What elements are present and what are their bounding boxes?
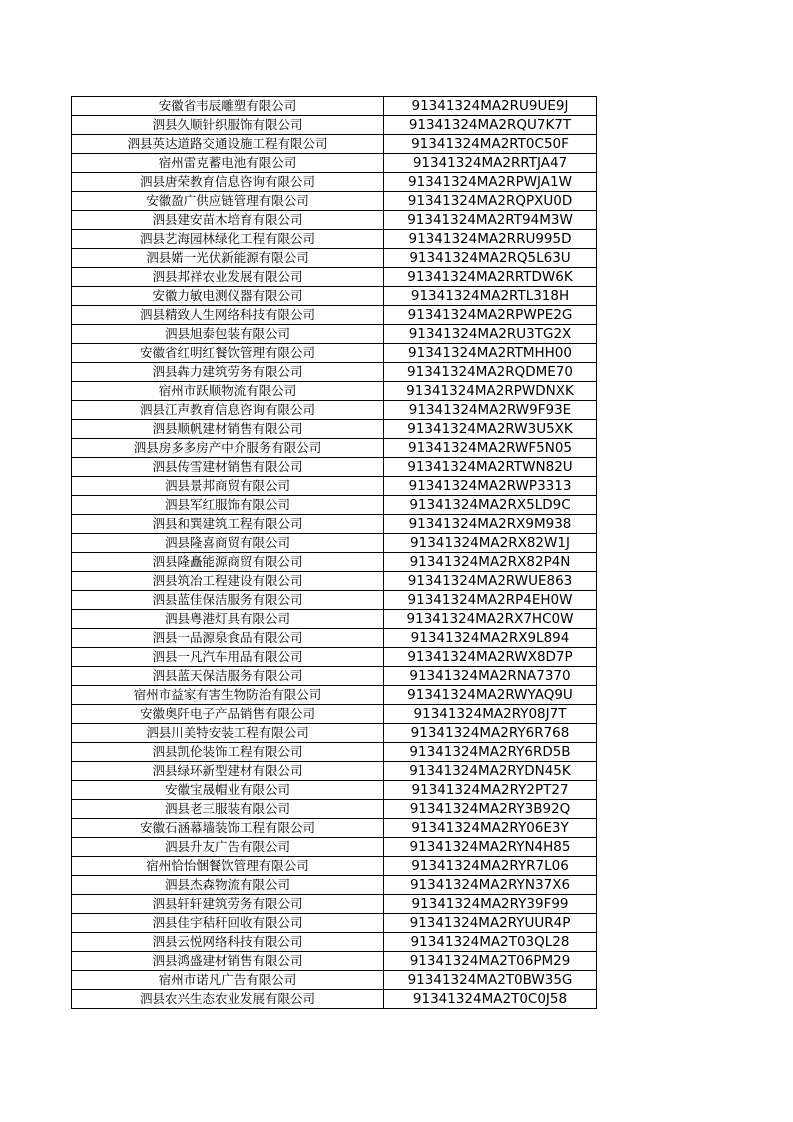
company-name-cell: 泗县隆矗能源商贸有限公司 xyxy=(72,553,384,572)
table-row xyxy=(72,154,597,173)
company-name-cell: 泗县绿环新型建材有限公司 xyxy=(72,762,384,781)
company-name-cell: 泗县唐荣教育信息咨询有限公司 xyxy=(72,173,384,192)
company-name-cell: 泗县景邦商贸有限公司 xyxy=(72,477,384,496)
company-name-cell: 泗县久顺针织服饰有限公司 xyxy=(72,116,384,135)
credit-code-cell: 91341324MA2T0BW35G xyxy=(384,971,597,990)
credit-code-cell: 91341324MA2RT0C50F xyxy=(384,135,597,154)
credit-code-cell: 91341324MA2RWYAQ9U xyxy=(384,686,597,705)
table-row xyxy=(72,173,597,192)
company-name-cell: 泗县一凡汽车用品有限公司 xyxy=(72,648,384,667)
table-row xyxy=(72,534,597,553)
credit-code-cell: 91341324MA2RWX8D7P xyxy=(384,648,597,667)
company-name-cell: 泗县川美特安装工程有限公司 xyxy=(72,724,384,743)
credit-code-cell: 91341324MA2T03QL28 xyxy=(384,933,597,952)
company-name-cell: 泗县旭泰包装有限公司 xyxy=(72,325,384,344)
table-row xyxy=(72,857,597,876)
company-name-cell: 泗县粤港灯具有限公司 xyxy=(72,610,384,629)
company-name-cell: 泗县蓝天保洁服务有限公司 xyxy=(72,667,384,686)
table-body xyxy=(72,97,597,1009)
table-row xyxy=(72,268,597,287)
credit-code-cell: 91341324MA2RX5LD9C xyxy=(384,496,597,515)
table-row xyxy=(72,97,597,116)
credit-code-cell: 91341324MA2RX7HC0W xyxy=(384,610,597,629)
company-name-cell: 泗县房多多房产中介服务有限公司 xyxy=(72,439,384,458)
company-name-cell: 安徽奥阡电子产品销售有限公司 xyxy=(72,705,384,724)
table-row xyxy=(72,211,597,230)
credit-code-cell: 91341324MA2RRU995D xyxy=(384,230,597,249)
credit-code-cell: 91341324MA2RW9F93E xyxy=(384,401,597,420)
credit-code-cell: 91341324MA2RU3TG2X xyxy=(384,325,597,344)
company-name-cell: 泗县建安苗木培育有限公司 xyxy=(72,211,384,230)
company-name-cell: 泗县云悦网络科技有限公司 xyxy=(72,933,384,952)
company-name-cell: 安徽省红明红餐饮管理有限公司 xyxy=(72,344,384,363)
credit-code-cell: 91341324MA2RQU7K7T xyxy=(384,116,597,135)
credit-code-cell: 91341324MA2RWUE863 xyxy=(384,572,597,591)
credit-code-cell: 91341324MA2RRTDW6K xyxy=(384,268,597,287)
company-name-cell: 宿州市诺凡广告有限公司 xyxy=(72,971,384,990)
credit-code-cell: 91341324MA2RYN37X6 xyxy=(384,876,597,895)
company-name-cell: 泗县老三服装有限公司 xyxy=(72,800,384,819)
credit-code-cell: 91341324MA2RTMHH00 xyxy=(384,344,597,363)
table-row xyxy=(72,230,597,249)
credit-code-cell: 91341324MA2RU9UE9J xyxy=(384,97,597,116)
credit-code-cell: 91341324MA2RX9L894 xyxy=(384,629,597,648)
table-row xyxy=(72,914,597,933)
table-row xyxy=(72,116,597,135)
company-name-cell: 安徽石涵幕墙装饰工程有限公司 xyxy=(72,819,384,838)
company-name-cell: 宿州市益家有害生物防治有限公司 xyxy=(72,686,384,705)
credit-code-cell: 91341324MA2RWF5N05 xyxy=(384,439,597,458)
table-row xyxy=(72,876,597,895)
table-row xyxy=(72,249,597,268)
company-name-cell: 泗县升友广告有限公司 xyxy=(72,838,384,857)
company-name-cell: 泗县英达道路交通设施工程有限公司 xyxy=(72,135,384,154)
table-row xyxy=(72,933,597,952)
table-row xyxy=(72,800,597,819)
table-row xyxy=(72,724,597,743)
table-row xyxy=(72,344,597,363)
company-name-cell: 泗县江声教育信息咨询有限公司 xyxy=(72,401,384,420)
table-row xyxy=(72,496,597,515)
company-name-cell: 泗县军红服饰有限公司 xyxy=(72,496,384,515)
company-name-cell: 泗县蓝佳保洁服务有限公司 xyxy=(72,591,384,610)
company-name-cell: 泗县婼一光伏新能源有限公司 xyxy=(72,249,384,268)
credit-code-cell: 91341324MA2RT94M3W xyxy=(384,211,597,230)
table-row xyxy=(72,705,597,724)
credit-code-cell: 91341324MA2RTWN82U xyxy=(384,458,597,477)
table-row xyxy=(72,895,597,914)
credit-code-cell: 91341324MA2RY3B92Q xyxy=(384,800,597,819)
credit-code-cell: 91341324MA2RNA7370 xyxy=(384,667,597,686)
credit-code-cell: 91341324MA2RY39F99 xyxy=(384,895,597,914)
table-row xyxy=(72,401,597,420)
credit-code-cell: 91341324MA2RPWJA1W xyxy=(384,173,597,192)
credit-code-cell: 91341324MA2RPWPE2G xyxy=(384,306,597,325)
credit-code-cell: 91341324MA2RQDME70 xyxy=(384,363,597,382)
company-name-cell: 安徽力敏电测仪器有限公司 xyxy=(72,287,384,306)
credit-code-cell: 91341324MA2RX82P4N xyxy=(384,553,597,572)
table-row xyxy=(72,439,597,458)
company-name-cell: 泗县一品源泉食品有限公司 xyxy=(72,629,384,648)
table-row xyxy=(72,382,597,401)
table-row xyxy=(72,477,597,496)
company-name-cell: 安徽宝晟帽业有限公司 xyxy=(72,781,384,800)
credit-code-cell: 91341324MA2RY08J7T xyxy=(384,705,597,724)
company-name-cell: 泗县杰森物流有限公司 xyxy=(72,876,384,895)
table-row xyxy=(72,952,597,971)
table-row xyxy=(72,781,597,800)
company-name-cell: 泗县筑冶工程建设有限公司 xyxy=(72,572,384,591)
company-name-cell: 泗县精致人生网络科技有限公司 xyxy=(72,306,384,325)
company-name-cell: 安徽盈广供应链管理有限公司 xyxy=(72,192,384,211)
company-name-cell: 泗县隆喜商贸有限公司 xyxy=(72,534,384,553)
table-row xyxy=(72,686,597,705)
table-row xyxy=(72,287,597,306)
credit-code-cell: 91341324MA2RYN4H85 xyxy=(384,838,597,857)
credit-code-cell: 91341324MA2RYDN45K xyxy=(384,762,597,781)
credit-code-cell: 91341324MA2RQPXU0D xyxy=(384,192,597,211)
table-row xyxy=(72,306,597,325)
credit-code-cell: 91341324MA2RPWDNXK xyxy=(384,382,597,401)
credit-code-cell: 91341324MA2T0C0J58 xyxy=(384,990,597,1009)
table-row xyxy=(72,363,597,382)
credit-code-cell: 91341324MA2RW3U5XK xyxy=(384,420,597,439)
table-row xyxy=(72,743,597,762)
credit-code-cell: 91341324MA2RQ5L63U xyxy=(384,249,597,268)
company-name-cell: 宿州雷克蓄电池有限公司 xyxy=(72,154,384,173)
table-row xyxy=(72,629,597,648)
company-name-cell: 泗县轩轩建筑劳务有限公司 xyxy=(72,895,384,914)
company-name-cell: 泗县和巽建筑工程有限公司 xyxy=(72,515,384,534)
company-name-cell: 宿州市跃顺物流有限公司 xyxy=(72,382,384,401)
table-row xyxy=(72,553,597,572)
table-row xyxy=(72,667,597,686)
credit-code-cell: 91341324MA2T06PM29 xyxy=(384,952,597,971)
company-name-cell: 泗县鸿盛建材销售有限公司 xyxy=(72,952,384,971)
table-row xyxy=(72,648,597,667)
credit-code-cell: 91341324MA2RRTJA47 xyxy=(384,154,597,173)
credit-code-cell: 91341324MA2RWP3313 xyxy=(384,477,597,496)
table-row xyxy=(72,838,597,857)
table-row xyxy=(72,971,597,990)
company-name-cell: 泗县顺帆建材销售有限公司 xyxy=(72,420,384,439)
company-name-cell: 泗县犇力建筑劳务有限公司 xyxy=(72,363,384,382)
credit-code-cell: 91341324MA2RP4EH0W xyxy=(384,591,597,610)
credit-code-cell: 91341324MA2RX82W1J xyxy=(384,534,597,553)
credit-code-cell: 91341324MA2RTL318H xyxy=(384,287,597,306)
credit-code-cell: 91341324MA2RY2PT27 xyxy=(384,781,597,800)
table-row xyxy=(72,819,597,838)
company-name-cell: 安徽省韦辰雕塑有限公司 xyxy=(72,97,384,116)
table-row xyxy=(72,610,597,629)
company-name-cell: 泗县艺海园林绿化工程有限公司 xyxy=(72,230,384,249)
company-name-cell: 泗县传雪建材销售有限公司 xyxy=(72,458,384,477)
table-row xyxy=(72,515,597,534)
company-registry-table xyxy=(71,96,597,1009)
company-name-cell: 宿州恰怡悃餐饮管理有限公司 xyxy=(72,857,384,876)
table-row xyxy=(72,420,597,439)
credit-code-cell: 91341324MA2RX9M938 xyxy=(384,515,597,534)
company-name-cell: 泗县农兴生态农业发展有限公司 xyxy=(72,990,384,1009)
table-row xyxy=(72,990,597,1009)
table-row xyxy=(72,325,597,344)
company-name-cell: 泗县邦祥农业发展有限公司 xyxy=(72,268,384,287)
credit-code-cell: 91341324MA2RYR7L06 xyxy=(384,857,597,876)
credit-code-cell: 91341324MA2RYUUR4P xyxy=(384,914,597,933)
table-row xyxy=(72,458,597,477)
company-name-cell: 泗县佳宇秸秆回收有限公司 xyxy=(72,914,384,933)
table-row xyxy=(72,591,597,610)
credit-code-cell: 91341324MA2RY06E3Y xyxy=(384,819,597,838)
credit-code-cell: 91341324MA2RY6R768 xyxy=(384,724,597,743)
table-row xyxy=(72,192,597,211)
table-row xyxy=(72,572,597,591)
table-row xyxy=(72,135,597,154)
credit-code-cell: 91341324MA2RY6RD5B xyxy=(384,743,597,762)
company-name-cell: 泗县凯伦装饰工程有限公司 xyxy=(72,743,384,762)
table-row xyxy=(72,762,597,781)
